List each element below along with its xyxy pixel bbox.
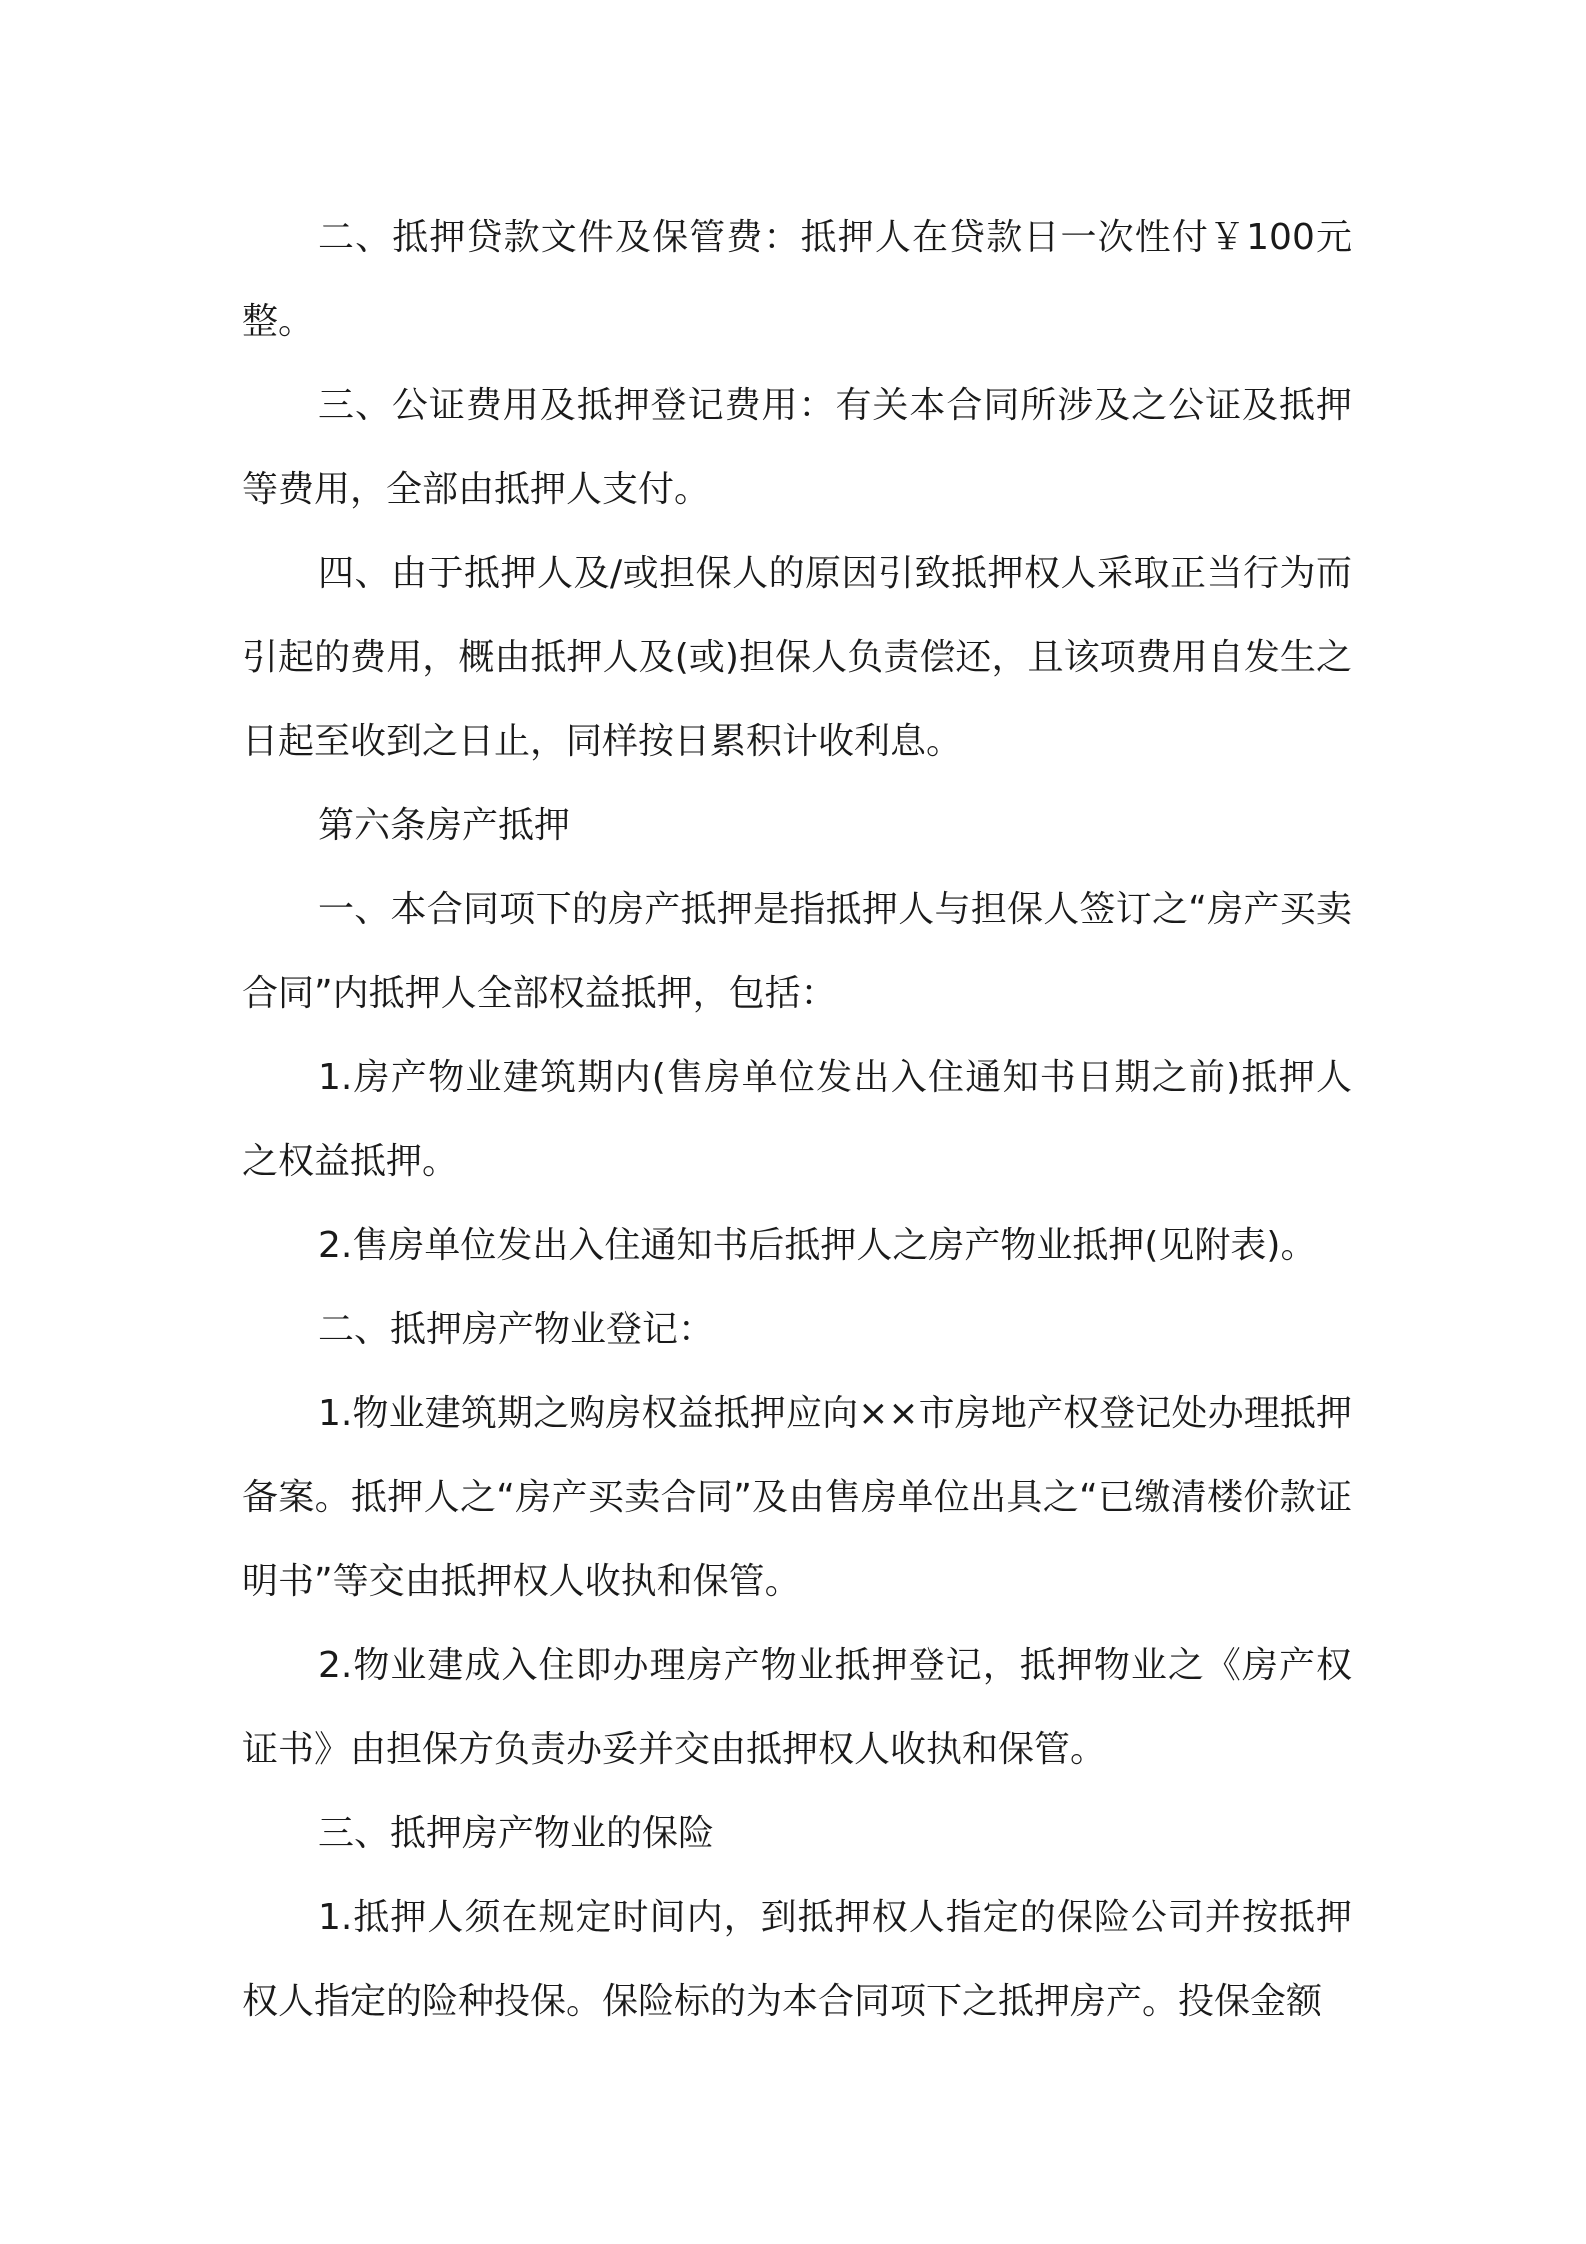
paragraph-item-2-after-notice: 2.售房单位发出入住通知书后抵押人之房产物业抵押(见附表)。 xyxy=(318,1225,1317,1266)
paragraph-storage-fee: 二、抵押贷款文件及保管费：抵押人在贷款日一次性付￥100元整。 xyxy=(242,217,1352,342)
document-body xyxy=(242,196,1352,2044)
section-heading-article-6: 第六条房产抵押 xyxy=(318,805,571,846)
paragraph-insurance-item-1: 1.抵押人须在规定时间内，到抵押权人指定的保险公司并按抵押权人指定的险种投保。保险标的为本合同项下之抵押房产。投保金额 xyxy=(242,1897,1352,2022)
paragraph-notary-fee: 三、公证费用及抵押登记费用：有关本合同所涉及之公证及抵押等费用，全部由抵押人支付。 xyxy=(242,385,1352,510)
paragraph-registration-item-2: 2.物业建成入住即办理房产物业抵押登记，抵押物业之《房产权证书》由担保方负责办妥并交由抵押权人收执和保管。 xyxy=(242,1645,1352,1770)
paragraph-registration-heading: 二、抵押房产物业登记： xyxy=(318,1309,715,1350)
paragraph-mortgage-definition: 一、本合同项下的房产抵押是指抵押人与担保人签订之“房产买卖合同”内抵押人全部权益抵押，包括： xyxy=(242,889,1352,1014)
paragraph-item-1-construction-period: 1.房产物业建筑期内(售房单位发出入住通知书日期之前)抵押人之权益抵押。 xyxy=(242,1057,1352,1182)
paragraph-cost-liability: 四、由于抵押人及/或担保人的原因引致抵押权人采取正当行为而引起的费用，概由抵押人及(或)担保人负责偿还，且该项费用自发生之日起至收到之日止，同样按日累积计收利息。 xyxy=(242,553,1352,762)
paragraph-registration-item-1: 1.物业建筑期之购房权益抵押应向××市房地产权登记处办理抵押备案。抵押人之“房产买卖合同”及由售房单位出具之“已缴清楼价款证明书”等交由抵押权人收执和保管。 xyxy=(242,1393,1352,1602)
paragraph-insurance-heading: 三、抵押房产物业的保险 xyxy=(318,1813,715,1854)
